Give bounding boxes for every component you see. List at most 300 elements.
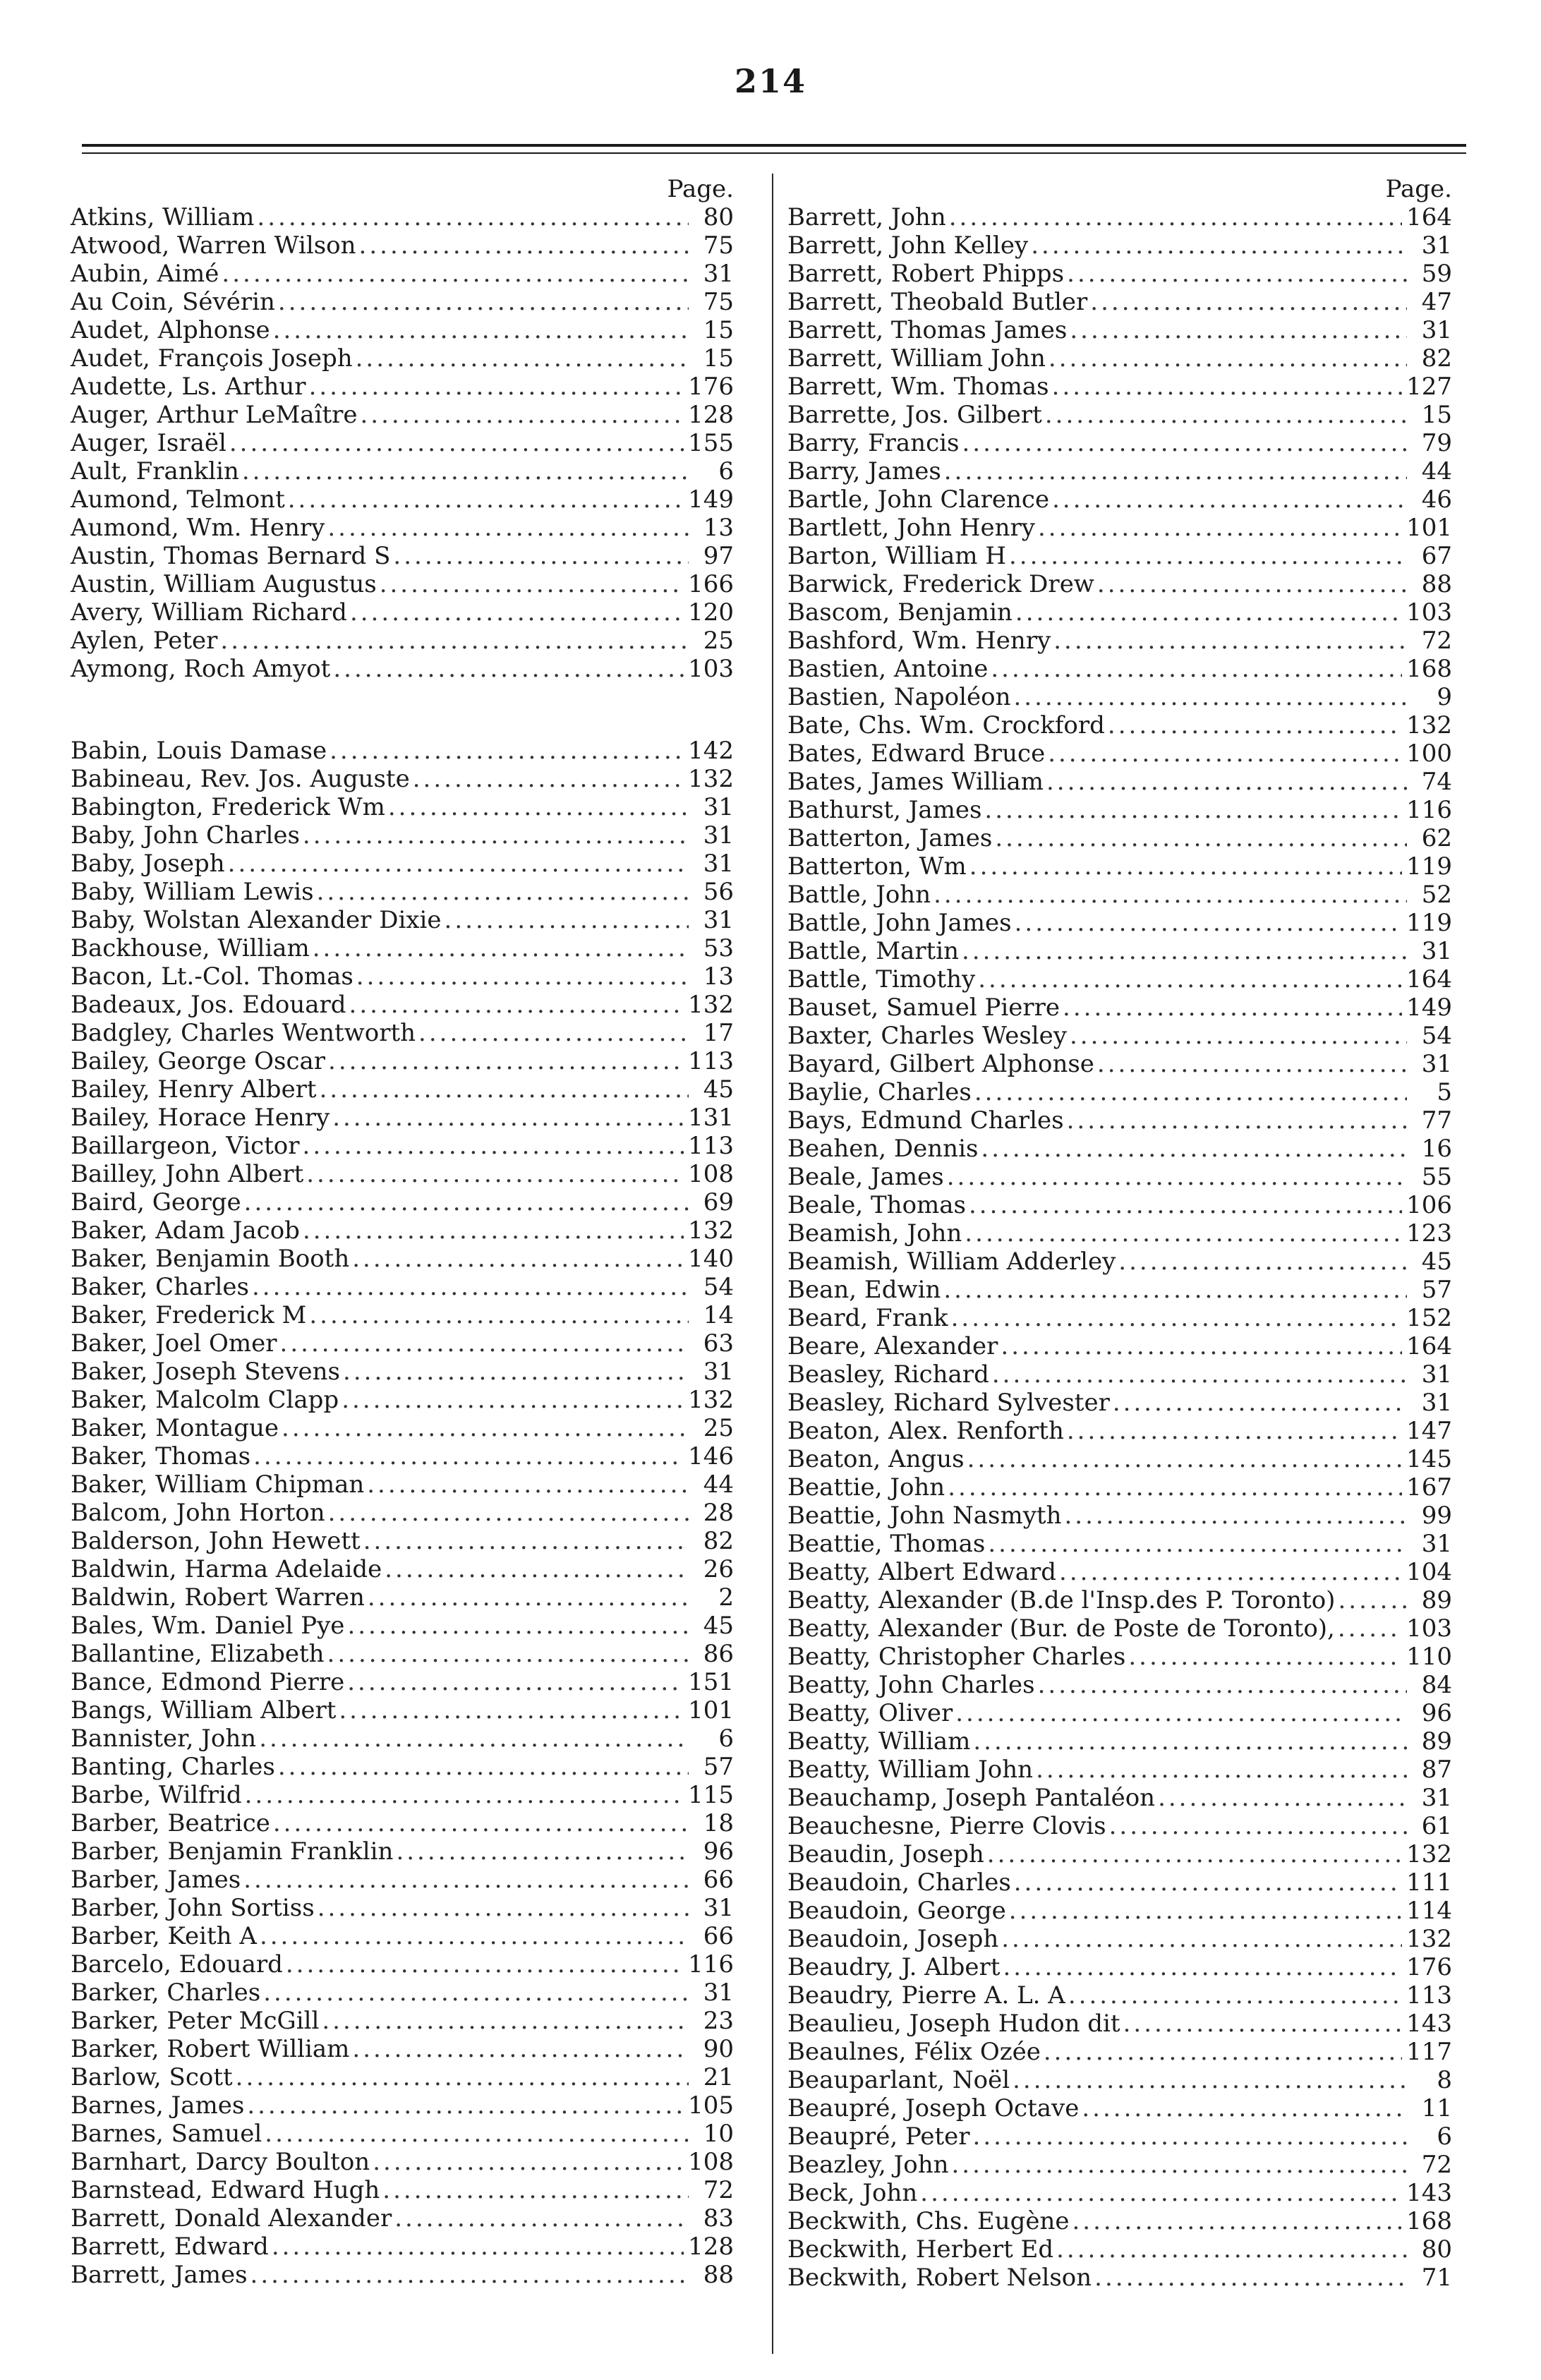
index-entry [787, 1135, 1452, 1163]
dot-leader [1067, 1106, 1407, 1135]
entry-name: Beckwith, Herbert Ed [787, 2235, 1054, 2264]
dot-leader [992, 1360, 1407, 1389]
index-entry [787, 1840, 1452, 1868]
entry-page-number: 143 [1406, 2010, 1452, 2038]
index-entry [787, 2179, 1452, 2207]
index-entry [71, 1273, 734, 1301]
index-entry [71, 2035, 734, 2063]
index-entry [71, 1386, 734, 1414]
dot-leader [1044, 2038, 1402, 2066]
dot-leader [343, 1358, 689, 1386]
entry-name: Barker, Robert William [71, 2035, 350, 2063]
index-entry [71, 1696, 734, 1724]
entry-name: Baker, Joel Omer [71, 1329, 277, 1358]
dot-leader [280, 1329, 689, 1358]
dot-leader [949, 203, 1402, 231]
entry-name: Bales, Wm. Daniel Pye [71, 1612, 345, 1640]
index-entry [787, 1106, 1452, 1135]
header-rule-thin [82, 152, 1466, 154]
dot-leader [973, 1727, 1407, 1756]
entry-name: Beazley, John [787, 2151, 949, 2179]
dot-leader [273, 1809, 689, 1837]
index-entry [787, 768, 1452, 796]
entry-page-number: 168 [1406, 655, 1452, 683]
index-entry [787, 909, 1452, 937]
dot-leader [273, 316, 689, 344]
entry-page-number: 116 [688, 1950, 734, 1979]
dot-leader [333, 655, 684, 683]
entry-name: Barrett, Edward [71, 2233, 269, 2261]
entry-name: Barrett, James [71, 2261, 248, 2289]
dot-leader [1001, 1925, 1402, 1953]
index-entry [787, 1050, 1452, 1078]
entry-name: Barton, William H [787, 542, 1006, 570]
entry-page-number: 132 [688, 1216, 734, 1245]
dot-leader [332, 1104, 684, 1132]
entry-name: Beamish, John [787, 1219, 962, 1248]
dot-leader [1065, 1502, 1408, 1530]
entry-name: Aymong, Roch Amyot [71, 655, 331, 683]
index-column-left [71, 175, 734, 2289]
entry-name: Bartle, John Clarence [787, 485, 1050, 514]
entry-page-number: 6 [718, 1724, 734, 1753]
entry-name: Barrett, Theobald Butler [787, 288, 1088, 316]
index-entry [787, 598, 1452, 627]
entry-page-number: 84 [1421, 1671, 1452, 1699]
index-entry [71, 1640, 734, 1668]
index-entry [71, 1104, 734, 1132]
index-entry [71, 260, 734, 288]
index-entry [787, 1897, 1452, 1925]
dot-leader [361, 401, 684, 429]
index-entry [71, 1753, 734, 1781]
index-entry [787, 1163, 1452, 1191]
dot-leader [1014, 1868, 1402, 1897]
index-entry [787, 881, 1452, 909]
dot-leader [1048, 739, 1402, 768]
index-entry [71, 1527, 734, 1555]
entry-name: Beaudoin, George [787, 1897, 1006, 1925]
dot-leader [1070, 316, 1407, 344]
dot-leader [1338, 1614, 1402, 1643]
entry-page-number: 72 [1421, 627, 1452, 655]
entry-page-number: 77 [1421, 1106, 1452, 1135]
entry-page-number: 44 [1421, 457, 1452, 485]
dot-leader [952, 2151, 1408, 2179]
entry-page-number: 31 [703, 821, 734, 850]
index-entry [71, 1979, 734, 2007]
index-entry [71, 2233, 734, 2261]
entry-name: Bates, Edward Bruce [787, 739, 1046, 768]
index-entry [787, 1586, 1452, 1614]
entry-name: Barnstead, Edward Hugh [71, 2176, 380, 2204]
entry-page-number: 26 [703, 1555, 734, 1583]
dot-leader [229, 429, 684, 457]
dot-leader [995, 824, 1407, 852]
entry-name: Beasley, Richard Sylvester [787, 1389, 1110, 1417]
index-entry [71, 655, 734, 683]
entry-page-number: 132 [1406, 1840, 1452, 1868]
entry-page-number: 52 [1421, 881, 1452, 909]
entry-name: Beaulnes, Félix Ozée [787, 2038, 1041, 2066]
entry-page-number: 105 [688, 2091, 734, 2120]
dot-leader [1082, 2094, 1407, 2122]
index-entry [71, 542, 734, 570]
dot-leader [328, 1499, 689, 1527]
index-entry [71, 203, 734, 231]
entry-name: Baker, Adam Jacob [71, 1216, 300, 1245]
index-entry [787, 1360, 1452, 1389]
dot-leader [955, 1699, 1407, 1727]
entry-page-number: 59 [1421, 260, 1452, 288]
index-entry [71, 2261, 734, 2289]
entry-name: Barwick, Frederick Drew [787, 570, 1094, 598]
dot-leader [317, 878, 689, 906]
entry-name: Baylie, Charles [787, 1078, 972, 1106]
entry-page-number: 75 [703, 231, 734, 260]
dot-leader [342, 1386, 684, 1414]
index-group-a [71, 203, 734, 683]
entry-name: Bathurst, James [787, 796, 982, 824]
entry-page-number: 113 [1406, 1981, 1452, 2010]
index-entry [787, 2122, 1452, 2151]
dot-leader [349, 991, 684, 1019]
index-entry [787, 2066, 1452, 2094]
dot-leader [347, 1668, 684, 1696]
index-entry [71, 1837, 734, 1866]
entry-name: Beatty, Alexander (Bur. de Poste de Toronto), [787, 1614, 1335, 1643]
dot-leader [236, 2063, 689, 2091]
entry-page-number: 46 [1421, 485, 1452, 514]
dot-leader [278, 1753, 689, 1781]
dot-leader [303, 1132, 684, 1160]
entry-name: Barber, John Sortiss [71, 1894, 315, 1922]
dot-leader [303, 821, 689, 850]
index-entry [71, 1781, 734, 1809]
index-entry [71, 231, 734, 260]
index-entry [71, 1668, 734, 1696]
entry-page-number: 131 [688, 1104, 734, 1132]
column-divider [772, 174, 773, 2354]
entry-page-number: 155 [688, 429, 734, 457]
index-entry [71, 1894, 734, 1922]
index-entry [71, 962, 734, 991]
entry-page-number: 166 [688, 570, 734, 598]
entry-page-number: 31 [703, 850, 734, 878]
dot-leader [1072, 2207, 1403, 2235]
entry-page-number: 14 [703, 1301, 734, 1329]
index-entry [787, 1219, 1452, 1248]
entry-name: Beaulieu, Joseph Hudon dit [787, 2010, 1120, 2038]
entry-page-number: 147 [1406, 1417, 1452, 1445]
entry-name: Bauset, Samuel Pierre [787, 993, 1060, 1022]
entry-page-number: 31 [1421, 1784, 1452, 1812]
index-entry [787, 1727, 1452, 1756]
page-number: 214 [734, 62, 807, 100]
dot-leader [1031, 231, 1407, 260]
entry-page-number: 61 [1421, 1812, 1452, 1840]
index-entry [787, 1671, 1452, 1699]
dot-leader [445, 906, 689, 934]
index-entry [787, 1191, 1452, 1219]
entry-name: Atwood, Warren Wilson [71, 231, 356, 260]
entry-page-number: 28 [703, 1499, 734, 1527]
entry-page-number: 31 [1421, 1389, 1452, 1417]
dot-leader [1097, 1050, 1407, 1078]
entry-page-number: 72 [1421, 2151, 1452, 2179]
entry-name: Baker, Thomas [71, 1442, 251, 1470]
entry-name: Babin, Louis Damase [71, 737, 327, 765]
dot-leader [978, 965, 1402, 993]
dot-leader [250, 2261, 689, 2289]
entry-page-number: 69 [703, 1188, 734, 1216]
dot-leader [1052, 373, 1402, 401]
entry-page-number: 6 [1437, 2122, 1452, 2151]
dot-leader [920, 2179, 1402, 2207]
entry-name: Barker, Peter McGill [71, 2007, 320, 2035]
entry-name: Beattie, Thomas [787, 1530, 986, 1558]
dot-leader [243, 1866, 689, 1894]
entry-page-number: 8 [1437, 2066, 1452, 2094]
index-entry [787, 1332, 1452, 1360]
index-entry [71, 2063, 734, 2091]
entry-name: Ault, Franklin [71, 457, 239, 485]
index-entry [787, 401, 1452, 429]
index-entry [787, 627, 1452, 655]
entry-page-number: 96 [703, 1837, 734, 1866]
entry-name: Beale, James [787, 1163, 944, 1191]
index-entry [787, 542, 1452, 570]
index-entry [71, 1160, 734, 1188]
dot-leader [973, 2122, 1407, 2151]
entry-name: Baird, George [71, 1188, 241, 1216]
entry-name: Bate, Chs. Wm. Crockford [787, 711, 1105, 739]
dot-leader [948, 1473, 1402, 1502]
entry-page-number: 54 [1421, 1022, 1452, 1050]
index-entry [71, 1950, 734, 1979]
dot-leader [309, 373, 684, 401]
entry-page-number: 127 [1406, 373, 1452, 401]
entry-name: Baker, Joseph Stevens [71, 1358, 341, 1386]
entry-page-number: 57 [1421, 1276, 1452, 1304]
entry-name: Battle, John [787, 881, 931, 909]
dot-leader [388, 793, 689, 821]
index-entry [71, 1583, 734, 1612]
dot-leader [984, 796, 1402, 824]
entry-page-number: 108 [688, 1160, 734, 1188]
entry-name: Baker, William Chipman [71, 1470, 365, 1499]
entry-page-number: 87 [1421, 1756, 1452, 1784]
dot-leader [418, 1019, 689, 1047]
dot-leader [309, 1301, 689, 1329]
index-entry [71, 1245, 734, 1273]
index-entry [71, 429, 734, 457]
index-entry [71, 514, 734, 542]
index-column-right [787, 175, 1452, 2292]
index-entry [71, 485, 734, 514]
entry-name: Barrett, John [787, 203, 946, 231]
entry-name: Beaudry, J. Albert [787, 1953, 1001, 1981]
index-entry [787, 1756, 1452, 1784]
entry-name: Bashford, Wm. Henry [787, 627, 1051, 655]
dot-leader [228, 850, 689, 878]
entry-name: Bean, Edwin [787, 1276, 941, 1304]
index-entry [71, 1866, 734, 1894]
entry-name: Barber, James [71, 1866, 241, 1894]
entry-page-number: 31 [703, 1894, 734, 1922]
dot-leader [965, 1219, 1402, 1248]
entry-page-number: 80 [703, 203, 734, 231]
entry-name: Barry, Francis [787, 429, 960, 457]
entry-name: Bangs, William Albert [71, 1696, 337, 1724]
entry-name: Baker, Benjamin Booth [71, 1245, 350, 1273]
entry-page-number: 132 [688, 765, 734, 793]
index-entry [71, 1414, 734, 1442]
index-entry [71, 737, 734, 765]
index-entry [71, 344, 734, 373]
entry-page-number: 149 [688, 485, 734, 514]
index-entry [787, 1784, 1452, 1812]
entry-page-number: 15 [703, 316, 734, 344]
entry-page-number: 31 [1421, 1050, 1452, 1078]
dot-leader [1059, 1558, 1402, 1586]
dot-leader [1015, 598, 1402, 627]
entry-page-number: 31 [1421, 231, 1452, 260]
entry-page-number: 6 [718, 457, 734, 485]
entry-name: Bartlett, John Henry [787, 514, 1035, 542]
entry-page-number: 97 [703, 542, 734, 570]
index-entry [71, 1442, 734, 1470]
dot-leader [373, 2148, 684, 2176]
dot-leader [288, 485, 684, 514]
entry-name: Baker, Montague [71, 1414, 279, 1442]
index-entry [787, 344, 1452, 373]
index-entry [787, 1558, 1452, 1586]
dot-leader [987, 1840, 1402, 1868]
entry-page-number: 149 [1406, 993, 1452, 1022]
entry-page-number: 45 [703, 1075, 734, 1104]
entry-page-number: 2 [718, 1583, 734, 1612]
entry-page-number: 106 [1406, 1191, 1452, 1219]
dot-leader [1123, 2010, 1403, 2038]
entry-page-number: 54 [703, 1273, 734, 1301]
dot-leader [320, 1075, 689, 1104]
entry-page-number: 90 [703, 2035, 734, 2063]
entry-page-number: 128 [688, 2233, 734, 2261]
entry-name: Barnes, Samuel [71, 2120, 262, 2148]
entry-name: Bailey, George Oscar [71, 1047, 326, 1075]
entry-name: Beckwith, Robert Nelson [787, 2264, 1092, 2292]
entry-page-number: 100 [1406, 739, 1452, 768]
dot-leader [1118, 1248, 1407, 1276]
entry-page-number: 31 [703, 260, 734, 288]
dot-leader [1013, 2066, 1407, 2094]
entry-page-number: 143 [1406, 2179, 1452, 2207]
entry-name: Beckwith, Chs. Eugène [787, 2207, 1070, 2235]
entry-page-number: 108 [688, 2148, 734, 2176]
entry-page-number: 119 [1406, 909, 1452, 937]
index-entry [787, 2235, 1452, 2264]
index-entry [787, 2151, 1452, 2179]
entry-name: Aubin, Aimé [71, 260, 219, 288]
entry-page-number: 31 [1421, 1360, 1452, 1389]
entry-name: Barrett, Thomas James [787, 316, 1068, 344]
entry-name: Batterton, James [787, 824, 993, 852]
index-entry [71, 1047, 734, 1075]
entry-name: Aylen, Peter [71, 627, 218, 655]
dot-leader [222, 260, 689, 288]
entry-page-number: 103 [1406, 598, 1452, 627]
index-entry [71, 1358, 734, 1386]
entry-page-number: 47 [1421, 288, 1452, 316]
entry-page-number: 31 [703, 906, 734, 934]
entry-name: Barber, Beatrice [71, 1809, 270, 1837]
dot-leader [981, 1135, 1407, 1163]
index-entry [71, 2091, 734, 2120]
entry-name: Barrette, Jos. Gilbert [787, 401, 1042, 429]
entry-page-number: 21 [703, 2063, 734, 2091]
entry-name: Beaudoin, Charles [787, 1868, 1011, 1897]
entry-page-number: 18 [703, 1809, 734, 1837]
index-entry [787, 231, 1452, 260]
index-entry [71, 1301, 734, 1329]
dot-leader [393, 542, 689, 570]
entry-page-number: 176 [1406, 1953, 1452, 1981]
entry-page-number: 5 [1437, 1078, 1452, 1106]
index-entry [787, 796, 1452, 824]
dot-leader [944, 457, 1407, 485]
index-entry [71, 1019, 734, 1047]
entry-page-number: 88 [703, 2261, 734, 2289]
entry-name: Bailey, Horace Henry [71, 1104, 330, 1132]
entry-page-number: 117 [1406, 2038, 1452, 2066]
entry-name: Barnes, James [71, 2091, 245, 2120]
entry-name: Avery, William Richard [71, 598, 347, 627]
index-entry [787, 1614, 1452, 1643]
entry-name: Bayard, Gilbert Alphonse [787, 1050, 1094, 1078]
entry-page-number: 31 [1421, 937, 1452, 965]
dot-leader [1045, 401, 1407, 429]
dot-leader [327, 1640, 689, 1668]
entry-name: Beatty, Albert Edward [787, 1558, 1057, 1586]
index-entry [787, 683, 1452, 711]
dot-leader [1053, 627, 1407, 655]
index-entry [787, 1248, 1452, 1276]
entry-name: Beaton, Alex. Renforth [787, 1417, 1064, 1445]
index-entry [787, 711, 1452, 739]
index-entry [71, 878, 734, 906]
dot-leader [1036, 1756, 1407, 1784]
dot-leader [1046, 768, 1407, 796]
dot-leader [1068, 1981, 1402, 2010]
entry-page-number: 31 [1421, 316, 1452, 344]
dot-leader [1063, 993, 1402, 1022]
entry-name: Barry, James [787, 457, 941, 485]
index-entry [71, 1809, 734, 1837]
index-entry [787, 316, 1452, 344]
entry-name: Beattie, John Nasmyth [787, 1502, 1062, 1530]
dot-leader [282, 1414, 689, 1442]
entry-name: Battle, Martin [787, 937, 959, 965]
entry-name: Beasley, Richard [787, 1360, 989, 1389]
entry-name: Aumond, Wm. Henry [71, 514, 325, 542]
index-entry [787, 429, 1452, 457]
entry-name: Barrett, Donald Alexander [71, 2204, 392, 2233]
entry-page-number: 31 [1421, 1530, 1452, 1558]
index-entry [71, 570, 734, 598]
entry-name: Auger, Israël [71, 429, 226, 457]
entry-page-number: 86 [703, 1640, 734, 1668]
